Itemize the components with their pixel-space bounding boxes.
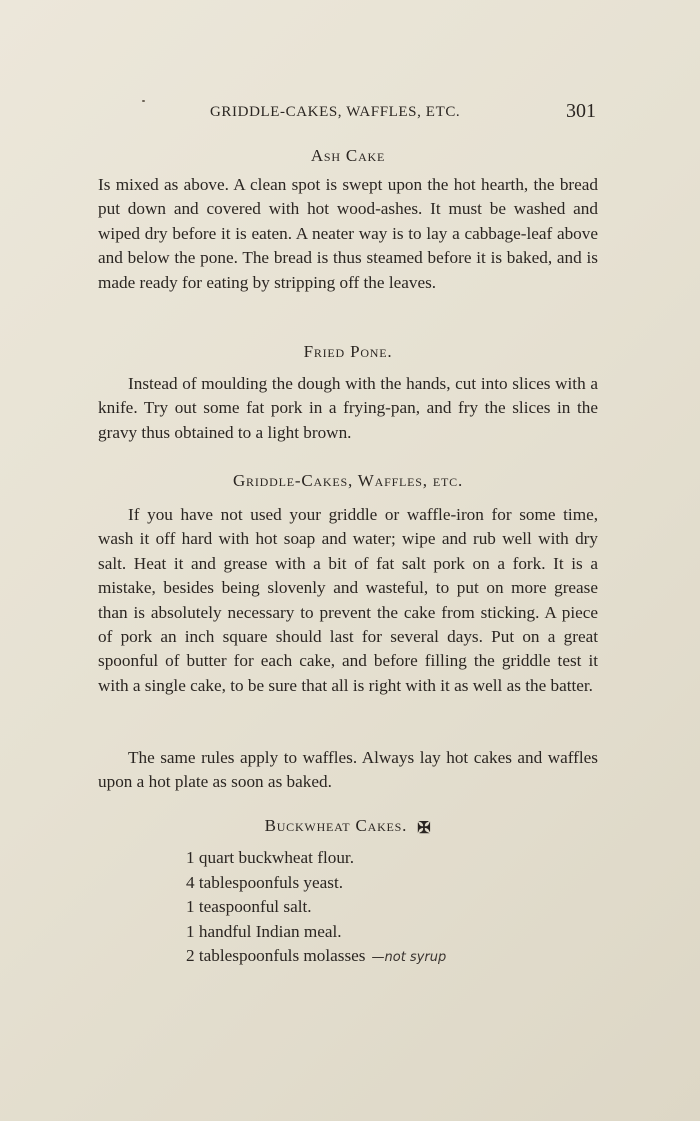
paragraph-griddle-cakes-1: If you have not used your griddle or waffle-iron for some time, wash it off hard with hot soap and water; wipe and rub well with dry salt. Heat it and grease with a bit of fat salt pork on a fork. It is a mistake, besides being slovenly and wasteful, to put on more grease than is absolutely necessary to prevent the cake from sticking. A piece of pork an inch square should last for several days. Put on a great spoonful of butter for each cake, and before filling the griddle test it with a single cake, to be sure that all is right with it as well as the batter. [98,505,598,695]
ingredient-item: 2 tablespoonfuls molasses [186,946,366,966]
paragraph-fried-pone: Instead of moulding the dough with the hands, cut into slices with a knife. Try out some fat pork in a frying-pan, and fry the slices in the gravy thus obtained to a light brown. [98,374,598,442]
page-number: 301 [566,100,596,122]
ingredient-item-molasses [186,944,546,971]
ingredient-item: 1 teaspoonful salt. [186,897,312,917]
section-title-buckwheat-cakes: Buckwheat Cakes. [264,816,408,835]
section-title-ash-cake: Ash Cake [310,146,386,165]
cross-mark-icon: ✠ [417,820,432,837]
running-head [98,100,598,126]
paragraph-ash-cake: Is mixed as above. A clean spot is swept upon the hot hearth, the bread put down and covered with hot wood-ashes. It must be washed and wiped dry before it is eaten. A neater way is to lay a cabbage-leaf above and below the pone. The bread is thus steamed before it is baked, and is made ready for eating by stripping off the leaves. [98,175,598,292]
paragraph-griddle-cakes-2: The same rules apply to waffles. Always lay hot cakes and waffles upon a hot plate as soon as baked. [98,748,598,792]
section-title-griddle-cakes: Griddle-Cakes, Waffles, etc. [232,471,463,490]
handwritten-note: —not syrup [371,950,447,966]
ingredient-list [186,846,546,971]
ingredient-item: 1 quart buckwheat flour. [186,848,355,867]
ingredient-item: 4 tablespoonfuls yeast. [186,872,344,892]
ingredient-item: 1 handful Indian meal. [186,921,342,941]
running-head-title: GRIDDLE-CAKES, WAFFLES, ETC. [210,104,461,120]
section-title-buckwheat-cakes-row [98,816,598,838]
section-title-fried-pone: Fried Pone. [303,342,393,361]
